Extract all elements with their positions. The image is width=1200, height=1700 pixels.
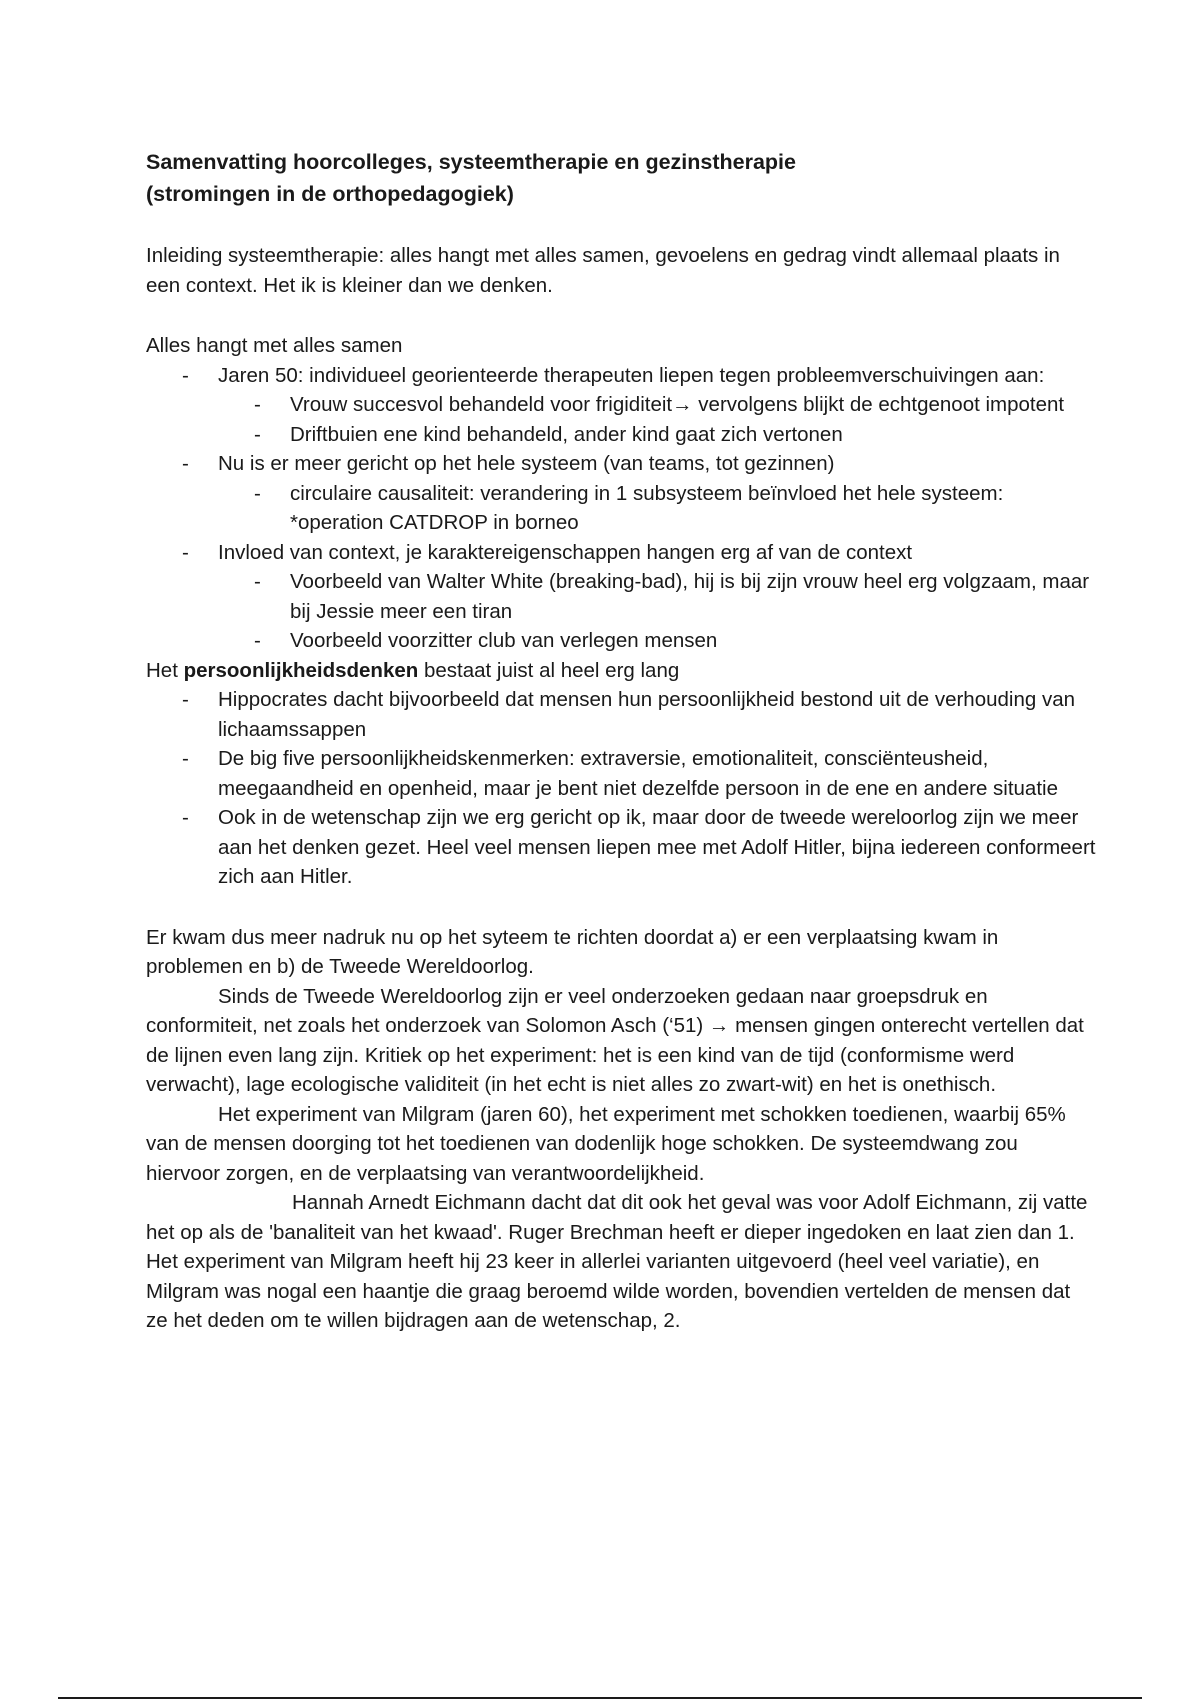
list-item [146, 685, 1096, 744]
heading-prefix: Het [146, 658, 184, 682]
sub-bullet-text: Driftbuien ene kind behandeld, ander kind gaat zich vertonen [290, 422, 843, 446]
bullet-dash: - [182, 540, 189, 564]
bullet-list-alles [146, 361, 1096, 656]
body-paragraph: Het experiment van Milgram (jaren 60), het experiment met schokken toedienen, waarbij 65% van de mensen doorging tot het toedienen van dodenlijk hoge schokken. De systeemdwang zou hiervoor zorgen, en de verplaatsing van verantwoordelijkheid. [146, 1102, 1066, 1185]
sub-bullet-list [218, 390, 1096, 449]
heading-suffix: bestaat juist al heel erg lang [418, 658, 680, 682]
sub-bullet-text: Voorbeeld voorzitter club van verlegen mensen [290, 629, 718, 652]
sub-bullet-text: Voorbeeld van Walter White (breaking-bad), hij is bij zijn vrouw heel erg volgzaam, maar bij Jessie meer een tiran [290, 570, 1090, 623]
spacer [146, 210, 1096, 241]
spacer [146, 892, 1096, 923]
body-paragraph: Hannah Arnedt Eichmann dacht dat dit ook het geval was voor Adolf Eichmann, zij vatte het op als de 'banaliteit van het kwaad'. Ruger Brechman heeft er dieper ingedoken en laat zien dan 1. Het experiment van Milgram heeft hij 23 keer in allerlei varianten uitgevoerd (heel veel variatie), en Milgram was nogal een haantje die graag beroemd wilde worden, bovendien vertelden de mensen dat ze het deden om te willen bijdragen aan de wetenschap, 2. [146, 1191, 1088, 1332]
bullet-dash: - [182, 747, 189, 770]
bullet-text: De big five persoonlijkheidskenmerken: extraversie, emotionaliteit, consciënteusheid, meegaandheid en openheid, maar je bent niet dezelfde persoon in de ene en andere situatie [218, 747, 1058, 800]
document-page [146, 146, 1096, 1336]
list-item [146, 803, 1096, 892]
intro-paragraph: Inleiding systeemtherapie: alles hangt met alles samen, gevoelens en gedrag vindt allemaal plaats in een context. Het ik is kleiner dan we denken. [146, 244, 1060, 297]
list-item [218, 420, 1096, 450]
bullet-text: Ook in de wetenschap zijn we erg gericht op ik, maar door de tweede wereloorlog zijn we meer aan het denken gezet. Heel veel mensen liepen mee met Adolf Hitler, bijna iedereen conformeert zich aan Hitler. [218, 806, 1096, 888]
section-heading-persoonlijkheid [146, 656, 1096, 686]
document-title-line-1: Samenvatting hoorcolleges, systeemtherapie en gezinstherapie [146, 150, 796, 174]
page-bottom-rule [58, 1697, 1142, 1699]
bullet-text: Jaren 50: individueel georienteerde therapeuten liepen tegen probleemverschuivingen aan: [218, 363, 1045, 387]
list-item [146, 538, 1096, 656]
sub-bullet-list [218, 479, 1096, 538]
list-item [218, 626, 1096, 656]
list-item [218, 479, 1096, 538]
sub-bullet-text: Vrouw succesvol behandeld voor frigiditeit→ vervolgens blijkt de echtgenoot impotent [290, 393, 1065, 416]
bullet-dash: - [182, 688, 189, 711]
list-item [218, 390, 1096, 420]
body-paragraph: Sinds de Tweede Wereldoorlog zijn er veel onderzoeken gedaan naar groepsdruk en conformiteit, net zoals het onderzoek van Solomon Asch (‘51) → mensen gingen onterecht vertellen dat de lijnen even lang zijn. Kritiek op het experiment: het is een kind van de tijd (conformisme werd verwacht), lage ecologische validiteit (in het echt is niet alles zo zwart-wit) en het is onethisch. [146, 984, 1084, 1096]
bullet-list-persoonlijkheid [146, 685, 1096, 892]
bullet-dash: - [182, 363, 189, 387]
heading-bold-term: persoonlijkheidsdenken [183, 658, 419, 682]
bullet-dash: - [182, 452, 189, 475]
bullet-dash: - [254, 481, 261, 505]
bullet-text: Invloed van context, je karaktereigenschappen hangen erg af van de context [218, 540, 913, 564]
section-heading-alles: Alles hangt met alles samen [146, 334, 403, 357]
spacer [146, 300, 1096, 331]
list-item [146, 361, 1096, 450]
document-title-line-2: (stromingen in de orthopedagogiek) [146, 182, 514, 206]
sub-bullet-text: circulaire causaliteit: verandering in 1 subsysteem beïnvloed het hele systeem: *operation CATDROP in borneo [290, 481, 1004, 534]
bullet-dash: - [182, 806, 189, 829]
bullet-dash: - [254, 570, 261, 593]
list-item [146, 744, 1096, 803]
list-item [218, 567, 1096, 626]
bullet-dash: - [254, 629, 261, 652]
list-item [146, 449, 1096, 538]
bullet-text: Hippocrates dacht bijvoorbeeld dat mensen hun persoonlijkheid bestond uit de verhouding van lichaamssappen [218, 688, 1076, 741]
bullet-dash: - [254, 422, 261, 446]
body-paragraph: Er kwam dus meer nadruk nu op het syteem te richten doordat a) er een verplaatsing kwam in problemen en b) de Tweede Wereldoorlog. [146, 925, 999, 978]
sub-bullet-list [218, 567, 1096, 656]
bullet-text: Nu is er meer gericht op het hele systeem (van teams, tot gezinnen) [218, 452, 835, 475]
bullet-dash: - [254, 393, 261, 416]
